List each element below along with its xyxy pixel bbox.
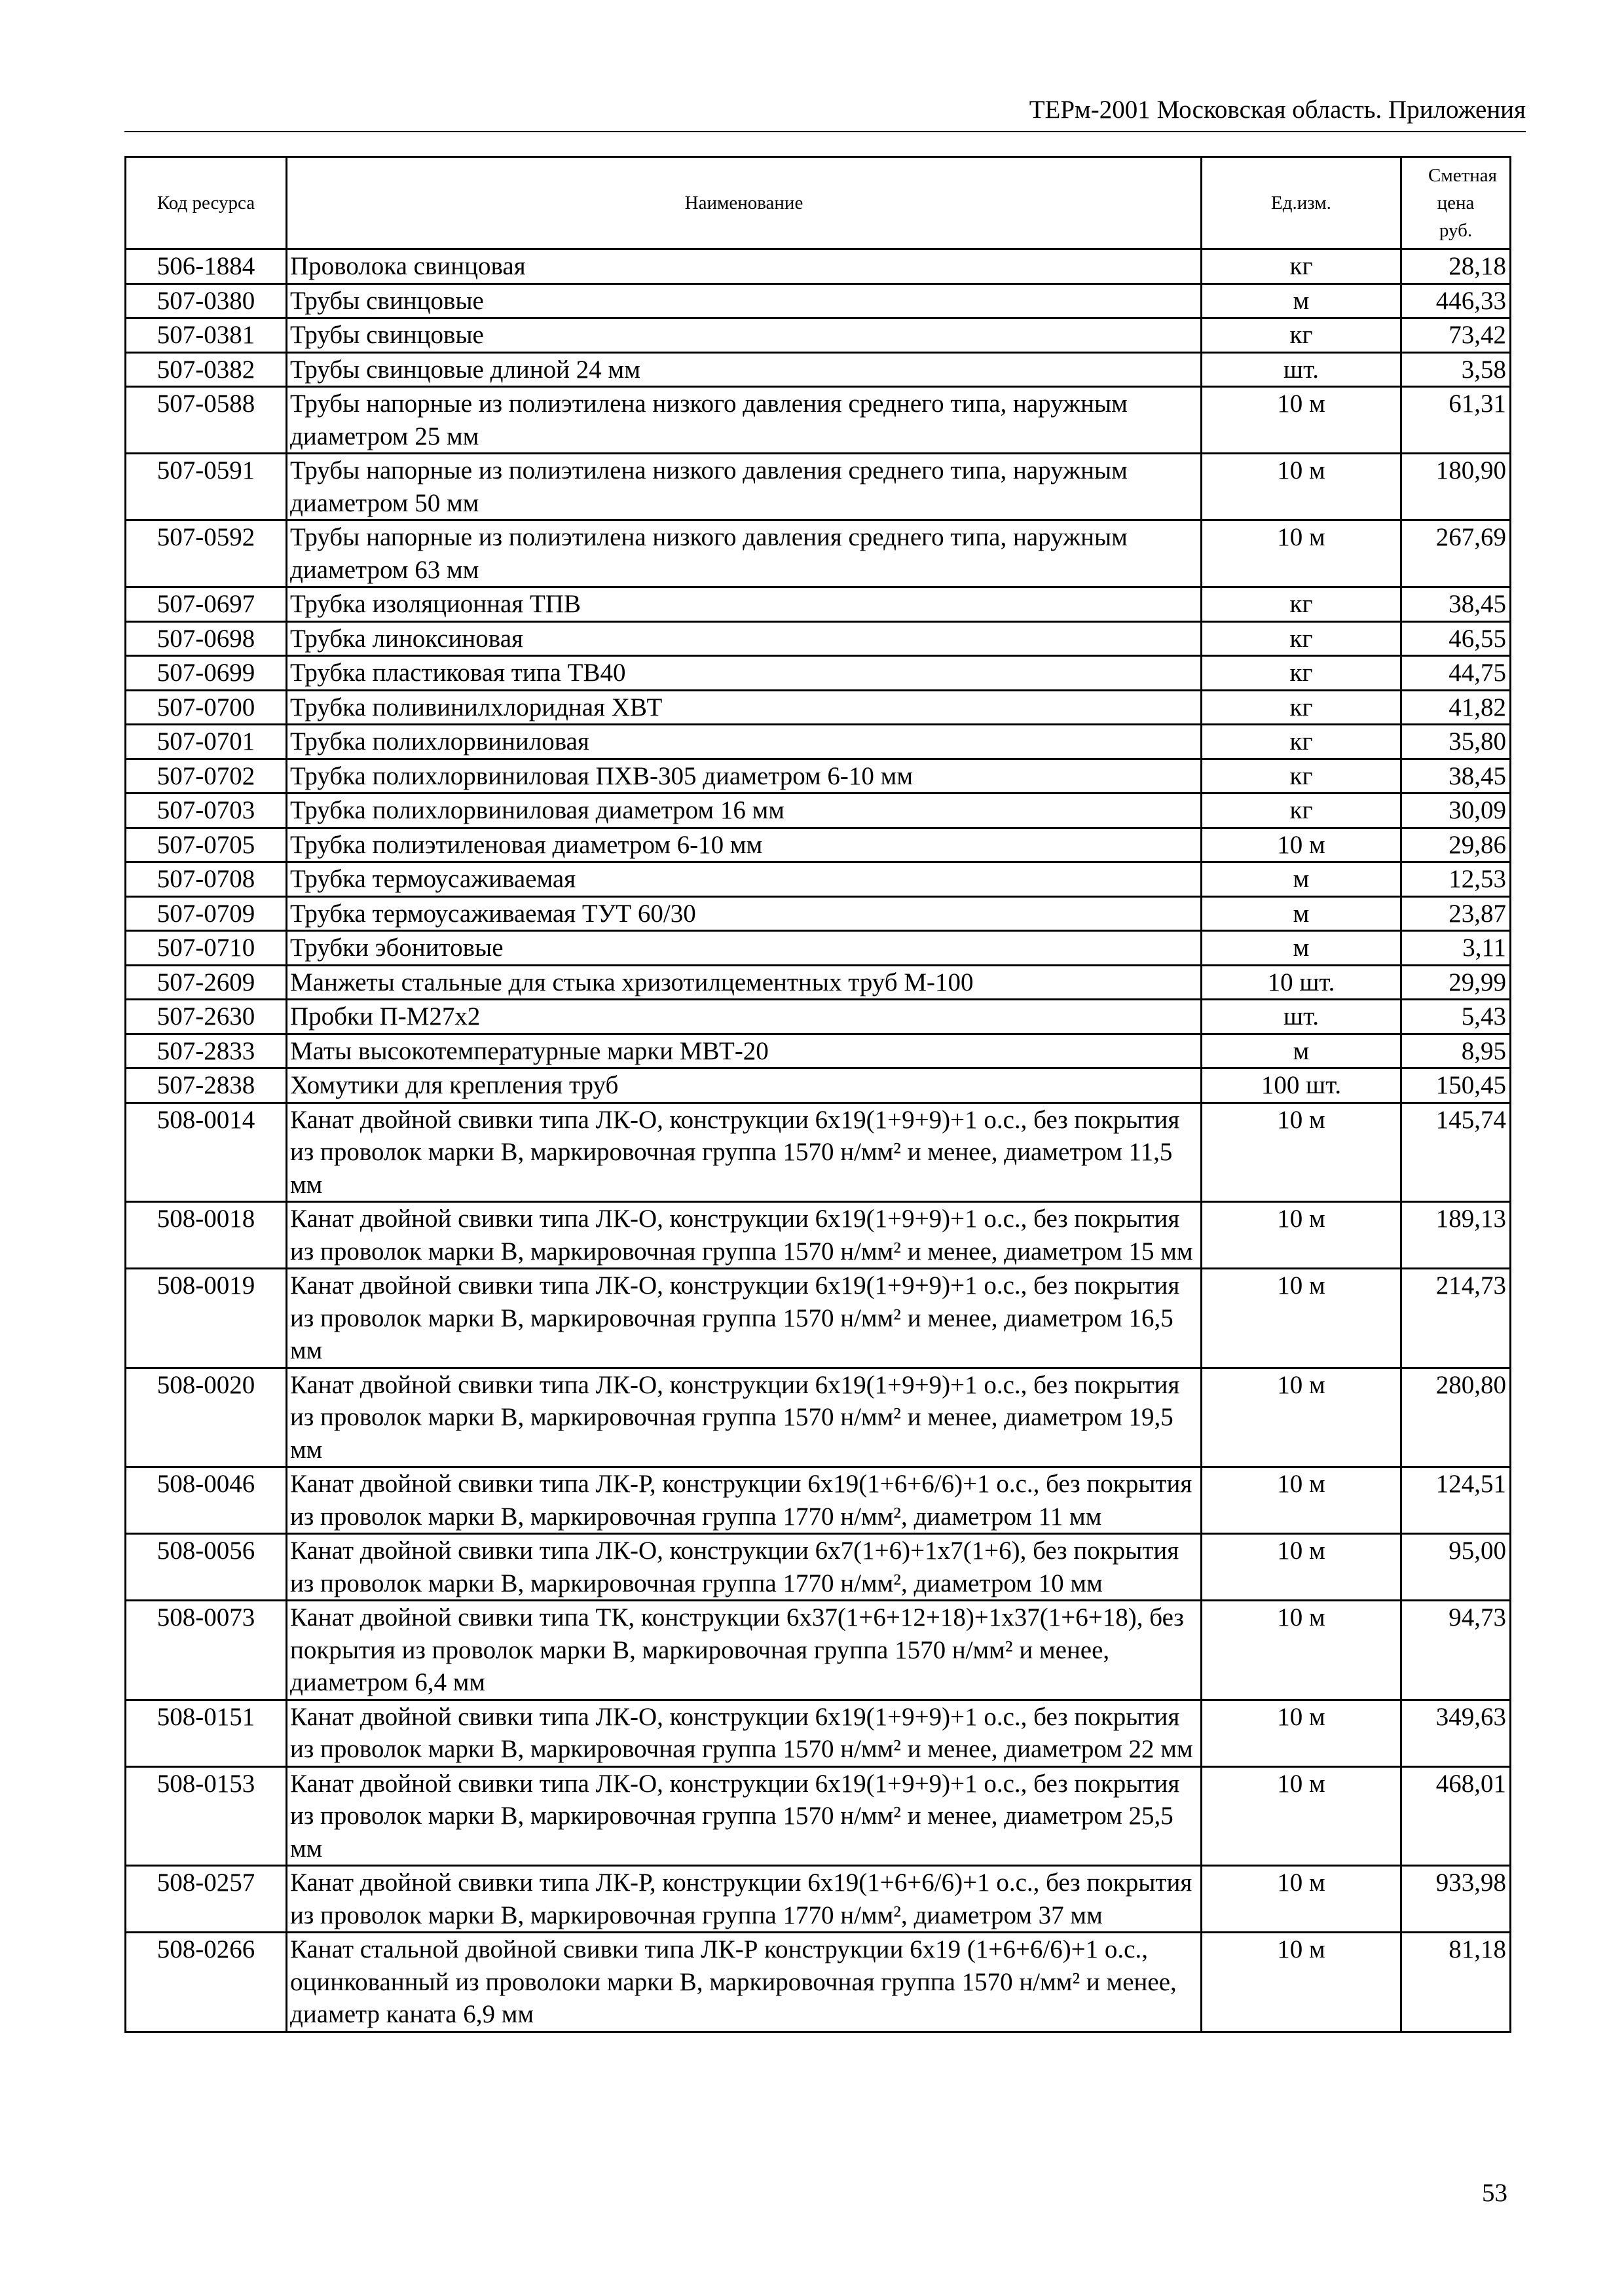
table-row xyxy=(126,318,1511,353)
table-row xyxy=(126,621,1511,656)
cell-name: Трубка полихлорвиниловая xyxy=(287,725,1202,759)
cell-code: 508-0056 xyxy=(126,1534,287,1601)
cell-name: Трубка полихлорвиниловая диаметром 16 мм xyxy=(287,793,1202,828)
cell-price: 23,87 xyxy=(1401,896,1511,931)
cell-price: 94,73 xyxy=(1401,1601,1511,1700)
table-row xyxy=(126,1467,1511,1534)
cell-name: Трубы напорные из полиэтилена низкого давления среднего типа, наружным диаметром 63 мм xyxy=(287,520,1202,587)
table-row xyxy=(126,1368,1511,1467)
cell-code: 507-0699 xyxy=(126,656,287,691)
cell-code: 507-0701 xyxy=(126,725,287,759)
cell-unit: кг xyxy=(1202,249,1401,284)
cell-code: 507-2833 xyxy=(126,1034,287,1068)
cell-name: Трубка полихлорвиниловая ПХВ-305 диаметром 6-10 мм xyxy=(287,759,1202,793)
table-row xyxy=(126,587,1511,622)
cell-unit: кг xyxy=(1202,793,1401,828)
cell-code: 507-2838 xyxy=(126,1068,287,1103)
column-header-name: Наименование xyxy=(287,157,1202,249)
cell-code: 506-1884 xyxy=(126,249,287,284)
cell-code: 507-0702 xyxy=(126,759,287,793)
cell-unit: 10 м xyxy=(1202,1467,1401,1534)
table-row xyxy=(126,1202,1511,1269)
table-row xyxy=(126,520,1511,587)
cell-unit: 10 м xyxy=(1202,1102,1401,1202)
cell-price: 38,45 xyxy=(1401,759,1511,793)
cell-code: 507-0697 xyxy=(126,587,287,622)
cell-code: 508-0151 xyxy=(126,1700,287,1766)
cell-code: 507-0591 xyxy=(126,454,287,520)
cell-unit: 10 м xyxy=(1202,1368,1401,1467)
table-row xyxy=(126,283,1511,318)
column-header-code: Код ресурса xyxy=(126,157,287,249)
cell-name: Канат двойной свивки типа ЛК-О, конструкции 6х19(1+9+9)+1 о.с., без покрытия из проволок марки В, маркировочная группа 1570 н/мм² и менее, диаметром 19,5 мм xyxy=(287,1368,1202,1467)
cell-code: 507-0705 xyxy=(126,828,287,862)
cell-price: 8,95 xyxy=(1401,1034,1511,1068)
cell-unit: 10 м xyxy=(1202,454,1401,520)
cell-price: 38,45 xyxy=(1401,587,1511,622)
cell-unit: 10 м xyxy=(1202,1866,1401,1933)
cell-unit: 10 м xyxy=(1202,828,1401,862)
cell-code: 507-0381 xyxy=(126,318,287,353)
column-header-unit: Ед.изм. xyxy=(1202,157,1401,249)
cell-unit: 10 м xyxy=(1202,1269,1401,1368)
cell-name: Канат двойной свивки типа ЛК-О, конструкции 6х19(1+9+9)+1 о.с., без покрытия из проволок марки В, маркировочная группа 1570 н/мм² и менее, диаметром 22 мм xyxy=(287,1700,1202,1766)
table-row xyxy=(126,828,1511,862)
cell-price: 446,33 xyxy=(1401,283,1511,318)
cell-price: 3,11 xyxy=(1401,931,1511,966)
table-row xyxy=(126,690,1511,725)
cell-unit: м xyxy=(1202,931,1401,966)
table-row xyxy=(126,1269,1511,1368)
cell-unit: кг xyxy=(1202,759,1401,793)
cell-unit: кг xyxy=(1202,587,1401,622)
cell-price: 933,98 xyxy=(1401,1866,1511,1933)
cell-name: Хомутики для крепления труб xyxy=(287,1068,1202,1103)
cell-name: Трубка термоусаживаемая xyxy=(287,862,1202,897)
cell-code: 508-0257 xyxy=(126,1866,287,1933)
cell-price: 30,09 xyxy=(1401,793,1511,828)
cell-code: 507-0709 xyxy=(126,896,287,931)
cell-name: Канат двойной свивки типа ЛК-О, конструкции 6х19(1+9+9)+1 о.с., без покрытия из проволок марки В, маркировочная группа 1570 н/мм² и менее, диаметром 11,5 мм xyxy=(287,1102,1202,1202)
cell-code: 508-0073 xyxy=(126,1601,287,1700)
table-row xyxy=(126,965,1511,1000)
cell-name: Канат двойной свивки типа ЛК-Р, конструкции 6х19(1+6+6/6)+1 о.с., без покрытия из проволок марки В, маркировочная группа 1770 н/мм², диаметром 37 мм xyxy=(287,1866,1202,1933)
column-header-price-text: Сметная цена руб. xyxy=(1428,165,1497,241)
table-row xyxy=(126,725,1511,759)
cell-price: 280,80 xyxy=(1401,1368,1511,1467)
cell-unit: м xyxy=(1202,862,1401,897)
table-body xyxy=(126,249,1511,2032)
cell-name: Трубка полиэтиленовая диаметром 6-10 мм xyxy=(287,828,1202,862)
cell-code: 507-2630 xyxy=(126,1000,287,1034)
cell-name: Маты высокотемпературные марки МВТ-20 xyxy=(287,1034,1202,1068)
cell-price: 73,42 xyxy=(1401,318,1511,353)
cell-code: 508-0014 xyxy=(126,1102,287,1202)
cell-price: 61,31 xyxy=(1401,387,1511,454)
cell-price: 214,73 xyxy=(1401,1269,1511,1368)
cell-unit: кг xyxy=(1202,656,1401,691)
table-row xyxy=(126,862,1511,897)
cell-unit: кг xyxy=(1202,725,1401,759)
cell-price: 35,80 xyxy=(1401,725,1511,759)
cell-name: Трубы свинцовые xyxy=(287,318,1202,353)
cell-code: 507-0588 xyxy=(126,387,287,454)
table-row xyxy=(126,1866,1511,1933)
cell-unit: 10 шт. xyxy=(1202,965,1401,1000)
cell-name: Трубы напорные из полиэтилена низкого давления среднего типа, наружным диаметром 50 мм xyxy=(287,454,1202,520)
cell-name: Канат двойной свивки типа ЛК-О, конструкции 6х19(1+9+9)+1 о.с., без покрытия из проволок марки В, маркировочная группа 1570 н/мм² и менее, диаметром 25,5 мм xyxy=(287,1766,1202,1866)
table-row xyxy=(126,759,1511,793)
cell-price: 95,00 xyxy=(1401,1534,1511,1601)
table-row xyxy=(126,931,1511,966)
cell-unit: кг xyxy=(1202,621,1401,656)
table-row xyxy=(126,1601,1511,1700)
cell-unit: 10 м xyxy=(1202,1534,1401,1601)
cell-unit: 10 м xyxy=(1202,387,1401,454)
cell-price: 349,63 xyxy=(1401,1700,1511,1766)
cell-code: 507-0592 xyxy=(126,520,287,587)
cell-unit: шт. xyxy=(1202,352,1401,387)
cell-unit: м xyxy=(1202,1034,1401,1068)
table-row xyxy=(126,793,1511,828)
cell-price: 3,58 xyxy=(1401,352,1511,387)
cell-code: 507-0380 xyxy=(126,283,287,318)
cell-code: 508-0046 xyxy=(126,1467,287,1534)
table-row xyxy=(126,352,1511,387)
cell-price: 44,75 xyxy=(1401,656,1511,691)
cell-code: 508-0018 xyxy=(126,1202,287,1269)
cell-name: Трубы свинцовые длиной 24 мм xyxy=(287,352,1202,387)
cell-code: 507-0708 xyxy=(126,862,287,897)
cell-name: Трубы напорные из полиэтилена низкого давления среднего типа, наружным диаметром 25 мм xyxy=(287,387,1202,454)
table-row xyxy=(126,249,1511,284)
cell-price: 468,01 xyxy=(1401,1766,1511,1866)
table-row xyxy=(126,387,1511,454)
cell-unit: м xyxy=(1202,283,1401,318)
cell-name: Канат двойной свивки типа ЛК-Р, конструкции 6х19(1+6+6/6)+1 о.с., без покрытия из проволок марки В, маркировочная группа 1770 н/мм², диаметром 11 мм xyxy=(287,1467,1202,1534)
table-row xyxy=(126,454,1511,520)
resource-price-table xyxy=(124,156,1511,2033)
cell-code: 507-0700 xyxy=(126,690,287,725)
cell-name: Трубка пластиковая типа ТВ40 xyxy=(287,656,1202,691)
cell-price: 81,18 xyxy=(1401,1933,1511,2032)
cell-unit: 10 м xyxy=(1202,1601,1401,1700)
cell-name: Канат двойной свивки типа ЛК-О, конструкции 6х19(1+9+9)+1 о.с., без покрытия из проволок марки В, маркировочная группа 1570 н/мм² и менее, диаметром 15 мм xyxy=(287,1202,1202,1269)
cell-price: 267,69 xyxy=(1401,520,1511,587)
cell-code: 507-0703 xyxy=(126,793,287,828)
cell-price: 189,13 xyxy=(1401,1202,1511,1269)
cell-price: 12,53 xyxy=(1401,862,1511,897)
cell-price: 29,99 xyxy=(1401,965,1511,1000)
cell-name: Трубка изоляционная ТПВ xyxy=(287,587,1202,622)
cell-code: 507-2609 xyxy=(126,965,287,1000)
cell-name: Проволока свинцовая xyxy=(287,249,1202,284)
cell-code: 508-0020 xyxy=(126,1368,287,1467)
table-row xyxy=(126,1766,1511,1866)
cell-unit: 10 м xyxy=(1202,1933,1401,2032)
cell-name: Трубка линоксиновая xyxy=(287,621,1202,656)
cell-name: Пробки П-М27х2 xyxy=(287,1000,1202,1034)
cell-unit: 100 шт. xyxy=(1202,1068,1401,1103)
cell-name: Трубы свинцовые xyxy=(287,283,1202,318)
cell-name: Манжеты стальные для стыка хризотилцементных труб М-100 xyxy=(287,965,1202,1000)
table-row xyxy=(126,1700,1511,1766)
cell-unit: кг xyxy=(1202,318,1401,353)
cell-name: Трубка поливинилхлоридная ХВТ xyxy=(287,690,1202,725)
table-row xyxy=(126,1102,1511,1202)
cell-code: 507-0710 xyxy=(126,931,287,966)
column-header-price xyxy=(1401,157,1511,249)
cell-price: 29,86 xyxy=(1401,828,1511,862)
cell-unit: 10 м xyxy=(1202,1202,1401,1269)
cell-unit: кг xyxy=(1202,690,1401,725)
cell-name: Канат стальной двойной свивки типа ЛК-Р конструкции 6х19 (1+6+6/6)+1 о.с., оцинкованный из проволоки марки В, маркировочная группа 1570 н/мм² и менее, диаметр каната 6,9 мм xyxy=(287,1933,1202,2032)
cell-name: Канат двойной свивки типа ЛК-О, конструкции 6х7(1+6)+1х7(1+6), без покрытия из проволок марки В, маркировочная группа 1770 н/мм², диаметром 10 мм xyxy=(287,1534,1202,1601)
cell-name: Канат двойной свивки типа ЛК-О, конструкции 6х19(1+9+9)+1 о.с., без покрытия из проволок марки В, маркировочная группа 1570 н/мм² и менее, диаметром 16,5 мм xyxy=(287,1269,1202,1368)
cell-unit: м xyxy=(1202,896,1401,931)
cell-unit: 10 м xyxy=(1202,1700,1401,1766)
header-title: ТЕРм-2001 Московская область. Приложения xyxy=(1029,96,1526,124)
cell-unit: 10 м xyxy=(1202,520,1401,587)
cell-code: 507-0698 xyxy=(126,621,287,656)
cell-unit: шт. xyxy=(1202,1000,1401,1034)
cell-price: 180,90 xyxy=(1401,454,1511,520)
cell-price: 28,18 xyxy=(1401,249,1511,284)
table-row xyxy=(126,1000,1511,1034)
cell-price: 46,55 xyxy=(1401,621,1511,656)
table-row xyxy=(126,896,1511,931)
page-number: 53 xyxy=(1482,2179,1507,2207)
cell-price: 124,51 xyxy=(1401,1467,1511,1534)
table-row xyxy=(126,1534,1511,1601)
cell-name: Трубки эбонитовые xyxy=(287,931,1202,966)
cell-unit: 10 м xyxy=(1202,1766,1401,1866)
cell-code: 507-0382 xyxy=(126,352,287,387)
cell-name: Канат двойной свивки типа ТК, конструкции 6х37(1+6+12+18)+1х37(1+6+18), без покрытия из проволок марки В, маркировочная группа 1570 н/мм² и менее, диаметром 6,4 мм xyxy=(287,1601,1202,1700)
cell-code: 508-0266 xyxy=(126,1933,287,2032)
table-header-row xyxy=(126,157,1511,249)
cell-price: 145,74 xyxy=(1401,1102,1511,1202)
cell-price: 150,45 xyxy=(1401,1068,1511,1103)
table-row xyxy=(126,656,1511,691)
cell-code: 508-0019 xyxy=(126,1269,287,1368)
cell-name: Трубка термоусаживаемая ТУТ 60/30 xyxy=(287,896,1202,931)
table-row xyxy=(126,1933,1511,2032)
table-row xyxy=(126,1034,1511,1068)
cell-code: 508-0153 xyxy=(126,1766,287,1866)
table-row xyxy=(126,1068,1511,1103)
cell-price: 41,82 xyxy=(1401,690,1511,725)
running-header xyxy=(124,90,1526,132)
cell-price: 5,43 xyxy=(1401,1000,1511,1034)
